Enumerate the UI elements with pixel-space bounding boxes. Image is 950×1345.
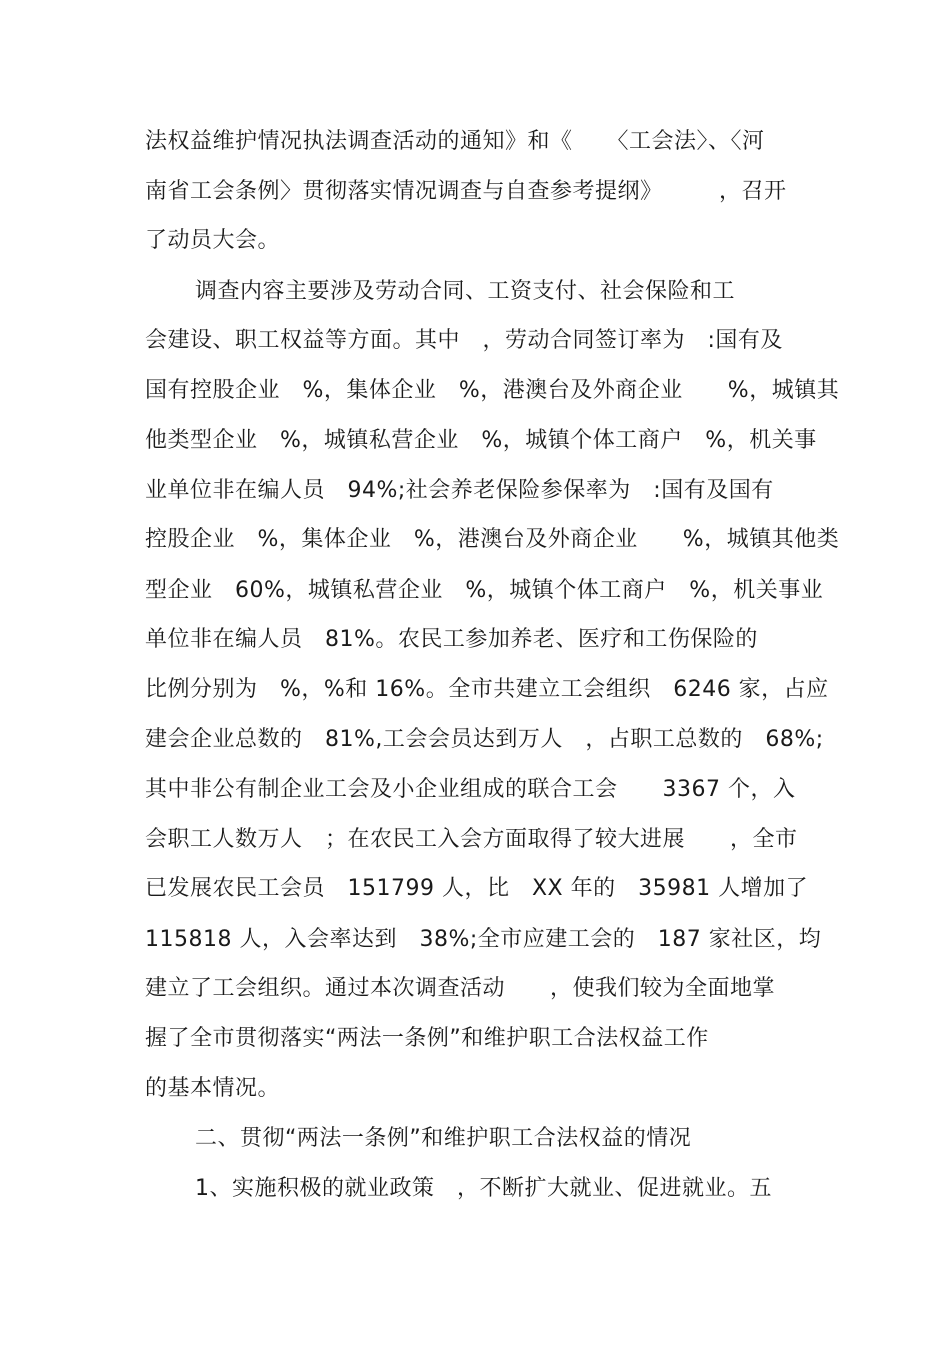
text-line: 的基本情况。 — [145, 1076, 281, 1101]
text-line: 他类型企业 %，城镇私营企业 %，城镇个体工商户 %，机关事 — [145, 428, 817, 453]
subsection-heading: 1、实施积极的就业政策 ，不断扩大就业、促进就业。五 — [195, 1176, 772, 1201]
text-line: 业单位非在编人员 94%;社会养老保险参保率为 :国有及国有 — [145, 478, 774, 503]
text-line: 会建设、职工权益等方面。其中 ，劳动合同签订率为 :国有及 — [145, 328, 783, 353]
text-line: 了动员大会。 — [145, 228, 281, 253]
text-line: 国有控股企业 %，集体企业 %，港澳台及外商企业 %，城镇其 — [145, 378, 840, 403]
text-line: 握了全市贯彻落实“两法一条例”和维护职工合法权益工作 — [145, 1026, 709, 1051]
paragraph-first-line: 调查内容主要涉及劳动合同、工资支付、社会保险和工 — [195, 279, 736, 304]
text-line: 已发展农民工会员 151799 人，比 XX 年的 35981 人增加了 — [145, 876, 809, 901]
text-line: 控股企业 %，集体企业 %，港澳台及外商企业 %，城镇其他类 — [145, 527, 840, 552]
text-line: 单位非在编人员 81%。农民工参加养老、医疗和工伤保险的 — [145, 627, 758, 652]
text-line: 型企业 60%，城镇私营企业 %，城镇个体工商户 %，机关事业 — [145, 578, 824, 603]
section-heading: 二、贯彻“两法一条例”和维护职工合法权益的情况 — [195, 1126, 692, 1151]
text-line: 会职工人数万人 ；在农民工入会方面取得了较大进展 ，全市 — [145, 827, 798, 852]
text-line: 南省工会条例〉贯彻落实情况调查与自查参考提纲》 ，召开 — [145, 179, 787, 204]
text-line: 建立了工会组织。通过本次调查活动 ，使我们较为全面地掌 — [145, 976, 776, 1001]
text-line: 法权益维护情况执法调查活动的通知》和《 〈工会法〉、〈河 — [145, 129, 765, 154]
text-line: 比例分别为 %，%和 16%。全市共建立工会组织 6246 家，占应 — [145, 677, 829, 702]
text-line: 115818 人，入会率达到 38%;全市应建工会的 187 家社区，均 — [145, 927, 822, 952]
text-line: 其中非公有制企业工会及小企业组成的联合工会 3367 个，入 — [145, 777, 796, 802]
text-line: 建会企业总数的 81%,工会会员达到万人 ，占职工总数的 68%; — [145, 727, 824, 752]
